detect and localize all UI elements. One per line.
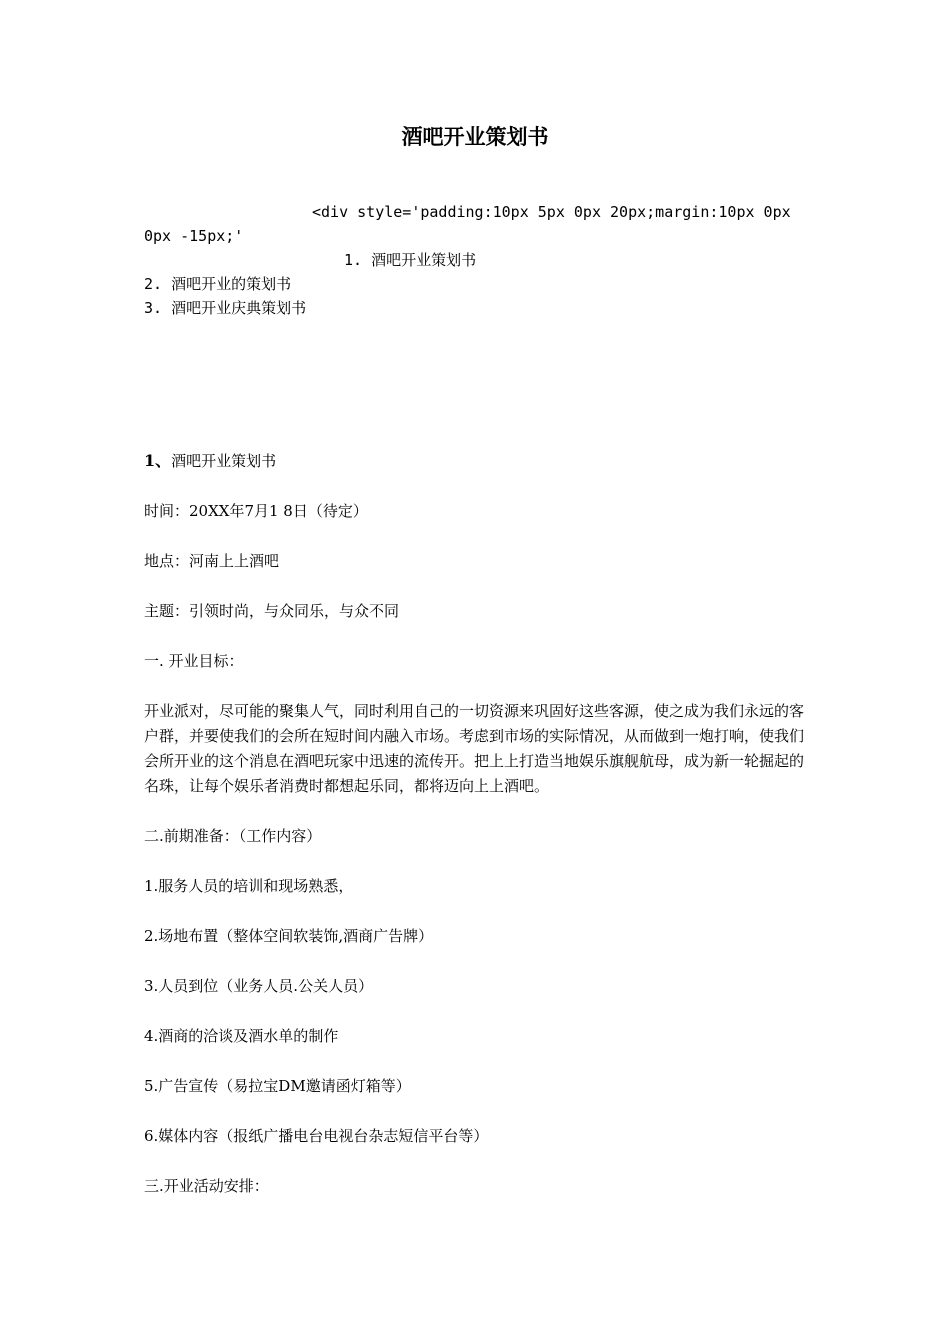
toc-item-2[interactable]: 2. 酒吧开业的策划书 bbox=[144, 275, 292, 293]
toc-code-line: <div style='padding:10px 5px 0px 20px;margin:10px 0px 0px -15px;' bbox=[144, 203, 791, 245]
prep-item: 6.媒体内容（报纸广播电台电视台杂志短信平台等） bbox=[144, 1127, 489, 1145]
section-heading bbox=[144, 448, 808, 474]
prep-heading: 二.前期准备：（工作内容） bbox=[144, 827, 322, 845]
event-place: 地点：河南上上酒吧 bbox=[144, 552, 280, 570]
prep-item: 5.广告宣传（易拉宝DM邀请函灯箱等） bbox=[144, 1077, 411, 1095]
prep-item: 4.酒商的洽谈及酒水单的制作 bbox=[144, 1027, 339, 1045]
section-1 bbox=[144, 448, 808, 1224]
prep-item: 3.人员到位（业务人员.公关人员） bbox=[144, 977, 374, 995]
goal-heading: 一. 开业目标： bbox=[144, 652, 244, 670]
event-theme: 主题：引领时尚，与众同乐，与众不同 bbox=[144, 602, 400, 620]
event-time: 时间：20XX年7月1 8日（待定） bbox=[144, 502, 368, 520]
table-of-contents bbox=[144, 200, 808, 320]
goal-paragraph: 开业派对，尽可能的聚集人气，同时利用自己的一切资源来巩固好这些客源，使之成为我们永远的客户群，并要使我们的会所在短时间内融入市场。考虑到市场的实际情况，从而做到一炮打响，使我们会所开业的这个消息在酒吧玩家中迅速的流传开。把上上打造当地娱乐旗舰航母，成为新一轮掘起的名珠，让每个娱乐者消费时都想起乐同，都将迈向上上酒吧。 bbox=[144, 702, 805, 795]
toc-item-3[interactable]: 3. 酒吧开业庆典策划书 bbox=[144, 299, 307, 317]
document-title: 酒吧开业策划书 bbox=[401, 124, 549, 149]
toc-item-1[interactable]: 1. 酒吧开业策划书 bbox=[344, 251, 477, 269]
prep-item: 2.场地布置（整体空间软装饰,酒商广告牌） bbox=[144, 927, 434, 945]
activity-heading: 三.开业活动安排： bbox=[144, 1177, 269, 1195]
section-heading-number: 1、 bbox=[144, 451, 172, 470]
section-heading-text: 酒吧开业策划书 bbox=[171, 452, 277, 470]
prep-item: 1.服务人员的培训和现场熟悉， bbox=[144, 877, 354, 895]
